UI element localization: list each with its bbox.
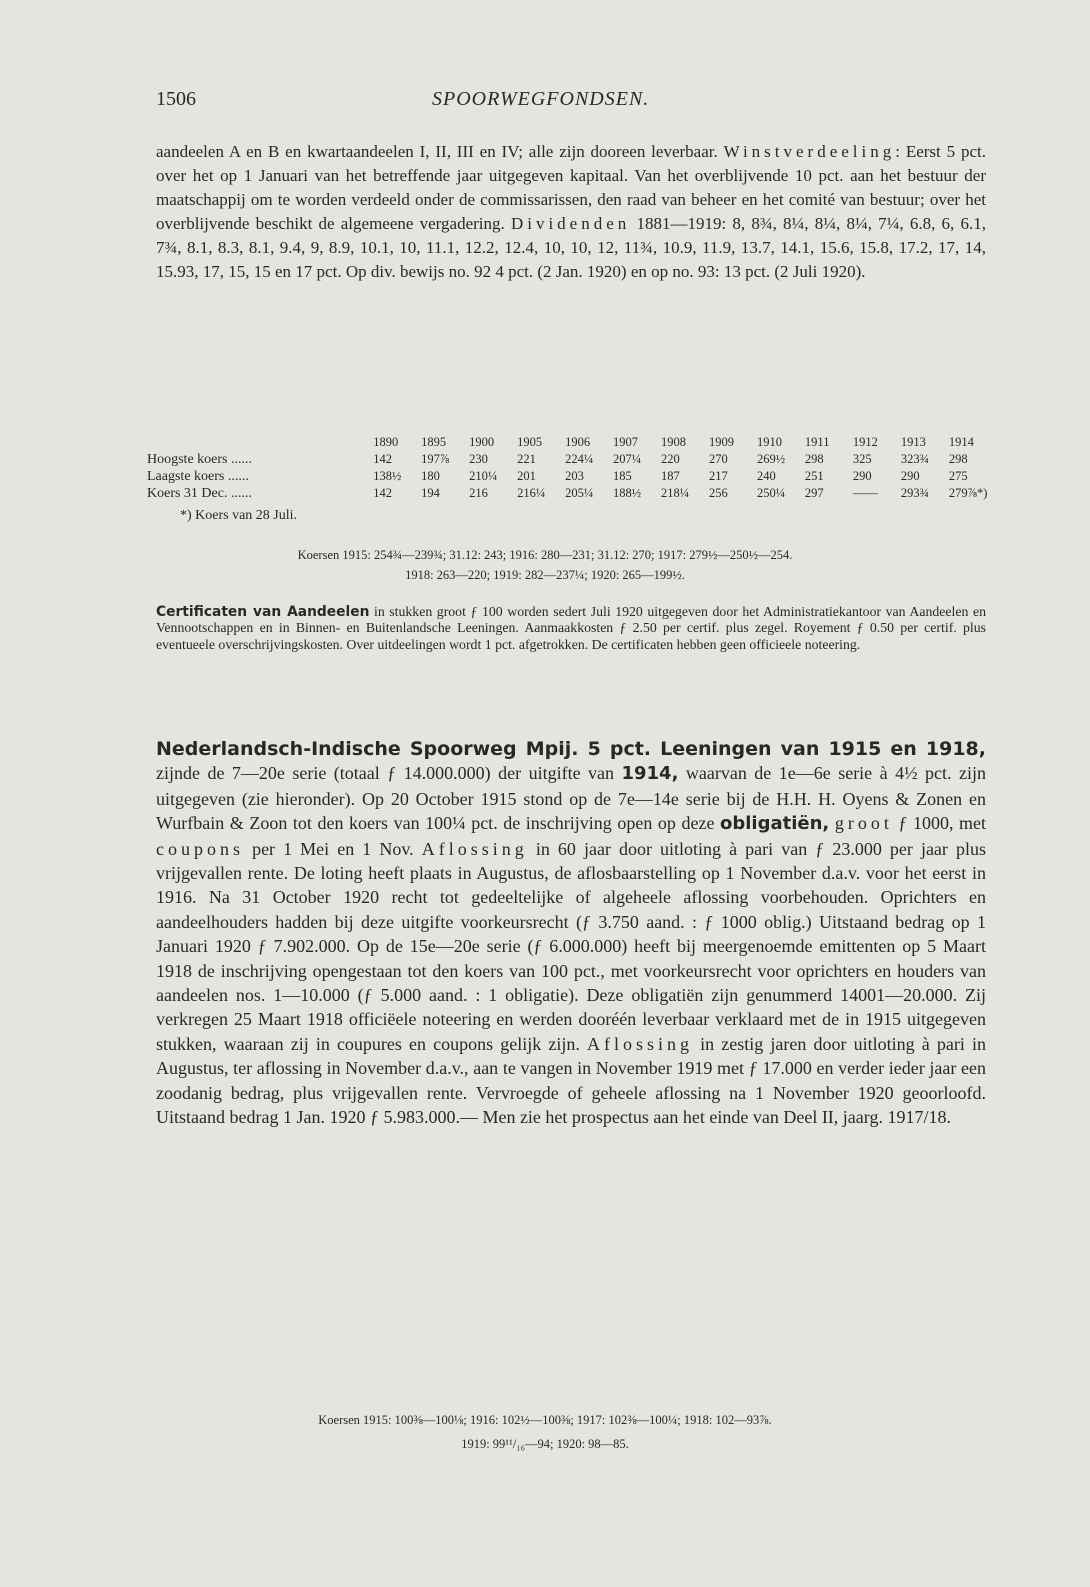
table-cell: 224¼ [565,452,594,466]
table-cell: 180 [421,469,440,483]
table-cell: 279⅞*) [948,486,988,500]
year-header: 1913 [900,435,926,449]
year-header: 1914 [948,435,974,449]
table-footnote: *) Koers van 28 Juli. [180,508,298,523]
koers-table [146,434,996,502]
running-title: SPOORWEGFONDSEN. [432,88,650,110]
header-blank-cell [146,434,372,451]
table-cell: 142 [373,486,392,500]
row-label: Koers 31 Dec. ...... [147,485,252,501]
page-number: 1506 [156,88,196,110]
table-cell: 138½ [373,469,402,483]
table-cell: 201 [517,469,536,483]
table-cell: 275 [948,469,968,483]
table-cell: 297 [804,486,824,500]
table-cell: 221 [517,452,536,466]
table-cell: 230 [469,452,488,466]
certificaten-heading: Certificaten van Aandeelen [156,604,370,620]
table-cell: 216 [469,486,488,500]
spaced-term-dividenden: Dividenden [510,214,631,234]
year-header: 1910 [756,435,782,449]
table-cell: 142 [373,452,392,466]
paragraph-winstverdeeling: aandeelen A en B en kwartaandeelen I, II, III en IV; alle zijn dooreen leverbaar. Winstverdeeling: Eerst 5 pct. over het op 1 Januari van het betreffende jaar uitgegeven kapitaal. Van het overblijvende 10 pct. aan het bestuur der maatschappij om te worden verdeeld onder de commissarissen, den raad van beheer en het comité van bestuur; over het overblijvende beschikt de algemeene vergadering. Dividenden 1881—1919: 8, 8¾, 8¼, 8¼, 8¼, 7¼, 6.8, 6, 6.1, 7¾, 8.1, 8.3, 8.1, 9.4, 9, 8.9, 10.1, 10, 11.1, 12.2, 12.4, 10, 10, 12, 11¾, 10.9, 11.9, 13.7, 14.1, 15.6, 15.8, 17.2, 17, 14, 15.93, 17, 15, 15 en 17 pct. Op div. bewijs no. 92 4 pct. (2 Jan. 1920) en op no. 93: 13 pct. (2 Juli 1920). [156,142,987,282]
year-header: 1908 [661,435,687,449]
section-heading: Nederlandsch-Indische Spoorweg Mpij. 5 pct. Leeningen van 1915 en 1918, [156,738,986,760]
table-cell: 197⅞ [421,452,450,466]
table-cell: 218¼ [661,486,690,500]
table-cell: 250¼ [756,486,786,500]
table-cell: 298 [804,452,824,466]
year-header: 1909 [708,435,734,449]
year-header: 1906 [565,435,591,449]
table-cell: 290 [852,469,872,483]
spaced-term-winstverdeeling: Winstverdeeling [723,142,896,161]
year-header: 1895 [421,435,447,449]
row-label: Laagste koers ...... [147,468,249,484]
koersen-line: 1918: 263—220; 1919: 282—237¼; 1920: 265—199½. [405,568,685,582]
table-cell: 216¼ [517,486,546,500]
table-cell: 290 [900,469,920,483]
certificaten-paragraph: Certificaten van Aandeelen in stukken groot ƒ 100 worden sedert Juli 1920 uitgegeven door het Administratiekantoor van Aandeelen en Vennootschappen en in Binnen- en Buitenlandsche Leeningen. Aanmaakkosten ƒ 2.50 per certif. plus zegel. Royement ƒ 0.50 per certif. plus eventueele overschrijvingskosten. Over uitdeelingen wordt 1 pct. afgetrokken. De certificaten hebben geen officieele noteering. [156,604,986,652]
year-header: 1912 [852,435,878,449]
year-header: 1905 [517,435,543,449]
year-header: 1900 [469,435,495,449]
table-cell: 203 [565,469,584,483]
table-cell: 187 [661,469,680,483]
table-cell: 293¾ [900,486,929,500]
table-cell: —— [852,486,878,500]
table-cell: 210¼ [469,469,498,483]
table-cell: 251 [804,469,824,483]
koersen-line: Koersen 1915: 254¾—239¾; 31.12: 243; 1916: 280—231; 31.12: 270; 1917: 279½—250½—254. [297,548,793,562]
koersen-block-1 [0,545,1090,585]
year-header: 1911 [804,435,830,449]
koersen-line: Koersen 1915: 100⅜—100⅛; 1916: 102½—100⅜; 1917: 102⅜—100¼; 1918: 102—93⅞. [318,1413,772,1427]
table-cell: 207¼ [613,452,642,466]
table-cell: 256 [708,486,728,500]
paragraph-ned-indische-spoorweg: Nederlandsch-Indische Spoorweg Mpij. 5 pct. Leeningen van 1915 en 1918, zijnde de 7—20e serie (totaal ƒ 14.000.000) der uitgifte van 1914, waarvan de 1e—6e serie à 4½ pct. zijn uitgegeven (zie hieronder). Op 20 October 1915 stond op de 7e—14e serie bij de H.H. H. Oyens & Zonen en Wurfbain & Zoon tot den koers van 100¼ pct. de inschrijving open op deze obligatiën, groot ƒ 1000, met coupons per 1 Mei en 1 Nov. Aflossing in 60 jaar door uitloting à pari van ƒ 23.000 per jaar plus vrijgevallen rente. De loting heeft plaats in Augustus, de aflosbaarstelling op 1 November d.a.v. voor het eerst in 1916. Na 31 October 1920 recht tot gedeeltelijke of algeheele aflossing voorbehouden. Oprichters en aandeelhouders hadden bij deze uitgifte voorkeursrecht (ƒ 3.750 aand. : ƒ 1000 oblig.) Uitstaand bedrag op 1 Januari 1920 ƒ 7.902.000. Op de 15e—20e serie (ƒ 6.000.000) heeft bij meergenoemde emittenten op 5 Maart 1918 de inschrijving opengestaan tot den koers van 100 pct., met voorkeursrecht voor oprichters en houders van aandeelen nos. 1—10.000 (ƒ 5.000 aand. : 1 obligatie). Deze obligatiën zijn genummerd 14001—20.000. Zij verkregen 25 Maart 1918 officiëele noteering en werden dooréén leverbaar verklaard met de in 1915 uitgegeven stukken, waaraan zij in coupures en coupons gelijk zijn. Aflossing in zestig jaren door uitloting à pari in Augustus, ter aflossing in November d.a.v., aan te vangen in November 1919 met ƒ 17.000 en verder ieder jaar een zoodanig bedrag, plus vrijgevallen rente. Vervroegde of geheele aflossing na 1 November 1920 geoorloofd. Uitstaand bedrag 1 Jan. 1920 ƒ 5.983.000.— Men zie het prospectus aan het einde van Deel II, jaarg. 1917/18. [156,738,987,1128]
koersen-block-2 [0,1408,1090,1456]
table-cell: 240 [756,469,776,483]
table-cell: 270 [708,452,728,466]
table-cell: 298 [948,452,968,466]
koersen-line: 1919: 99¹¹/₁₆—94; 1920: 98—85. [461,1437,629,1451]
table-cell: 185 [613,469,632,483]
table-row [146,451,996,468]
table-cell: 269½ [756,452,786,466]
table-header-row [146,434,996,451]
table-cell: 220 [661,452,680,466]
year-header: 1907 [613,435,639,449]
table-cell: 194 [421,486,440,500]
table-cell: 188½ [613,486,642,500]
row-label: Hoogste koers ...... [147,451,252,467]
table-cell: 217 [708,469,728,483]
table-cell: 205¼ [565,486,594,500]
year-header: 1890 [373,435,399,449]
table-cell: 323¾ [900,452,929,466]
table-cell: 325 [852,452,872,466]
table-row [146,485,996,502]
table-row [146,468,996,485]
